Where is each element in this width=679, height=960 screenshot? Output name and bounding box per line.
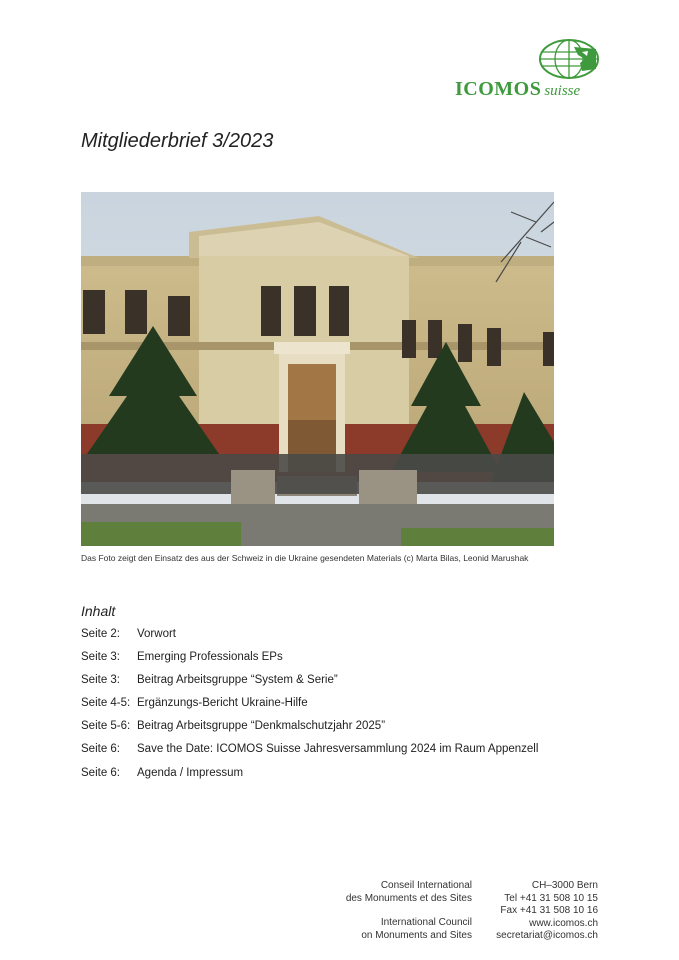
toc-text: Save the Date: ICOMOS Suisse Jahresversammlung 2024 im Raum Appenzell: [137, 743, 539, 756]
footer-email-link[interactable]: secretariat@icomos.ch: [496, 930, 598, 941]
toc-page: Seite 3:: [81, 674, 120, 687]
footer-address: CH–3000 Bern: [531, 880, 598, 891]
globe-icon: [538, 38, 600, 80]
toc-text: Vorwort: [137, 628, 176, 640]
toc-page: Seite 5-6:: [81, 720, 131, 733]
toc-text: Beitrag Arbeitsgruppe “Denkmalschutzjahr 2025”: [137, 720, 386, 733]
toc-page: Seite 3:: [81, 651, 120, 664]
toc-page: Seite 6:: [81, 743, 120, 756]
toc-text: Agenda / Impressum: [137, 766, 244, 779]
footer-fr-line1: Conseil International: [380, 880, 472, 891]
toc-text: Emerging Professionals EPs: [137, 651, 283, 664]
toc-heading: Inhalt: [81, 603, 116, 619]
icomos-logo: [455, 38, 605, 106]
footer-en-line1: International Council: [380, 917, 472, 928]
page-title: Mitgliederbrief 3/2023: [81, 130, 274, 152]
footer-tel: Tel +41 31 508 10 15: [504, 892, 598, 904]
footer-fr-line2: des Monuments et des Sites: [345, 892, 472, 904]
photo-caption: Das Foto zeigt den Einsatz des aus der Schweiz in die Ukraine gesendeten Materials (c) Marta Bilas, Leonid Marushak: [81, 553, 529, 563]
toc-page: Seite 2:: [81, 628, 120, 640]
footer-web-link[interactable]: www.icomos.ch: [529, 917, 598, 929]
logo-name: ICOMOS: [455, 78, 542, 100]
footer-fax: Fax +41 31 508 10 16: [500, 905, 598, 916]
toc-text: Ergänzungs-Bericht Ukraine-Hilfe: [137, 697, 308, 710]
toc-page: Seite 4-5:: [81, 697, 131, 710]
logo-subtitle: suisse: [544, 83, 581, 99]
footer-contact: [480, 880, 598, 943]
cover-photo: [81, 192, 554, 546]
toc-text: Beitrag Arbeitsgruppe “System & Serie”: [137, 674, 338, 687]
footer-names: [300, 880, 472, 942]
toc-page: Seite 6:: [81, 766, 120, 779]
footer-en-line2: on Monuments and Sites: [361, 929, 472, 941]
